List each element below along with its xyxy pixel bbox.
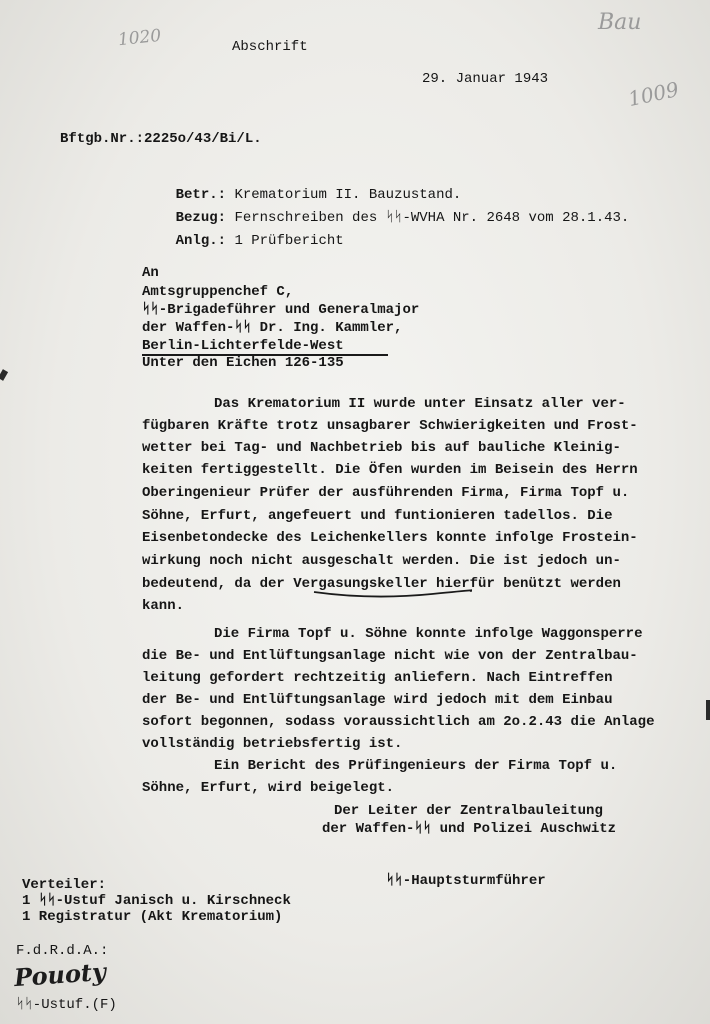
heading-abschrift: Abschrift <box>232 39 308 55</box>
certification-label: F.d.R.d.A.: <box>16 943 109 959</box>
body-line: Das Krematorium II wurde unter Einsatz aller ver- <box>214 396 626 412</box>
body-line: der Be- und Entlüftungsanlage wird jedoch mit dem Einbau <box>142 692 613 708</box>
reference-text: Fernschreiben des ᛋᛋ-WVHA Nr. 2648 vom 28.1.43. <box>234 210 630 226</box>
annotation-number-right: 1009 <box>626 76 681 112</box>
body-line: Ein Bericht des Prüfingenieurs der Firma Topf u. <box>214 758 618 774</box>
distribution-label: Verteiler: <box>22 877 107 893</box>
signature-line-1: Der Leiter der Zentralbauleitung <box>334 803 603 819</box>
body-line: vollständig betriebsfertig ist. <box>142 736 403 752</box>
body-line: bedeutend, da der Vergasungskeller hierfür benützt werden <box>142 576 621 592</box>
body-line: Oberingenieur Prüfer der ausführenden Firma, Firma Topf u. <box>142 485 630 501</box>
body-line: keiten fertiggestellt. Die Öfen wurden im Beisein des Herrn <box>142 462 638 478</box>
handwritten-signature: Pouoty <box>13 956 107 993</box>
scan-edge-mark <box>706 700 710 720</box>
reference-label: Bezug: <box>175 210 227 226</box>
body-line: Söhne, Erfurt, angefeuert und funtionieren tadellos. Die <box>142 508 613 524</box>
address-line: An <box>142 265 159 281</box>
body-line: fügbaren Kräfte trotz unsagbarer Schwierigkeiten und Frost- <box>142 418 638 434</box>
enclosure-text: 1 Prüfbericht <box>234 233 344 249</box>
address-line: der Waffen-ᛋᛋ Dr. Ing. Kammler, <box>142 320 403 336</box>
reference-number: Bftgb.Nr.:2225o/43/Bi/L. <box>60 131 262 147</box>
signature-rank: ᛋᛋ-Hauptsturmführer <box>386 873 546 889</box>
distribution-item: 1 Registratur (Akt Krematorium) <box>22 909 283 925</box>
letter-date: 29. Januar 1943 <box>422 71 549 87</box>
body-line: wirkung noch nicht ausgeschalt werden. Die ist jedoch un- <box>142 553 621 569</box>
subject-label: Betr.: <box>175 187 227 203</box>
scan-edge-mark <box>0 369 8 381</box>
address-line: Berlin-Lichterfelde-West <box>142 338 344 354</box>
body-line: leitung gefordert rechtzeitig anliefern. Nach Eintreffen <box>142 670 613 686</box>
enclosure-line <box>142 214 344 268</box>
address-line: Amtsgruppenchef C, <box>142 284 294 300</box>
body-line: sofort begonnen, sodass voraussichtlich am 2o.2.43 die Anlage <box>142 714 655 730</box>
vergasungskeller-underline <box>312 588 472 600</box>
body-line: wetter bei Tag- und Nachbetrieb bis auf bauliche Kleinig- <box>142 440 621 456</box>
distribution-item: 1 ᛋᛋ-Ustuf Janisch u. Kirschneck <box>22 893 291 909</box>
address-line: Unter den Eichen 126-135 <box>142 355 344 371</box>
annotation-mark-top-right: Bau <box>598 10 642 35</box>
subject-text: Krematorium II. Bauzustand. <box>234 187 462 203</box>
body-line: kann. <box>142 598 185 614</box>
enclosure-label: Anlg.: <box>175 233 227 249</box>
annotation-number-top-left: 1020 <box>117 25 163 51</box>
certification-rank: ᛋᛋ-Ustuf.(F) <box>16 997 117 1013</box>
signature-line-2: der Waffen-ᛋᛋ und Polizei Auschwitz <box>322 821 617 837</box>
body-line: Söhne, Erfurt, wird beigelegt. <box>142 780 395 796</box>
address-line: ᛋᛋ-Brigadeführer und Generalmajor <box>142 302 420 318</box>
body-line: die Be- und Entlüftungsanlage nicht wie von der Zentralbau- <box>142 648 638 664</box>
body-line: Die Firma Topf u. Söhne konnte infolge Waggonsperre <box>214 626 643 642</box>
body-line: Eisenbetondecke des Leichenkellers konnte infolge Frostein- <box>142 530 638 546</box>
